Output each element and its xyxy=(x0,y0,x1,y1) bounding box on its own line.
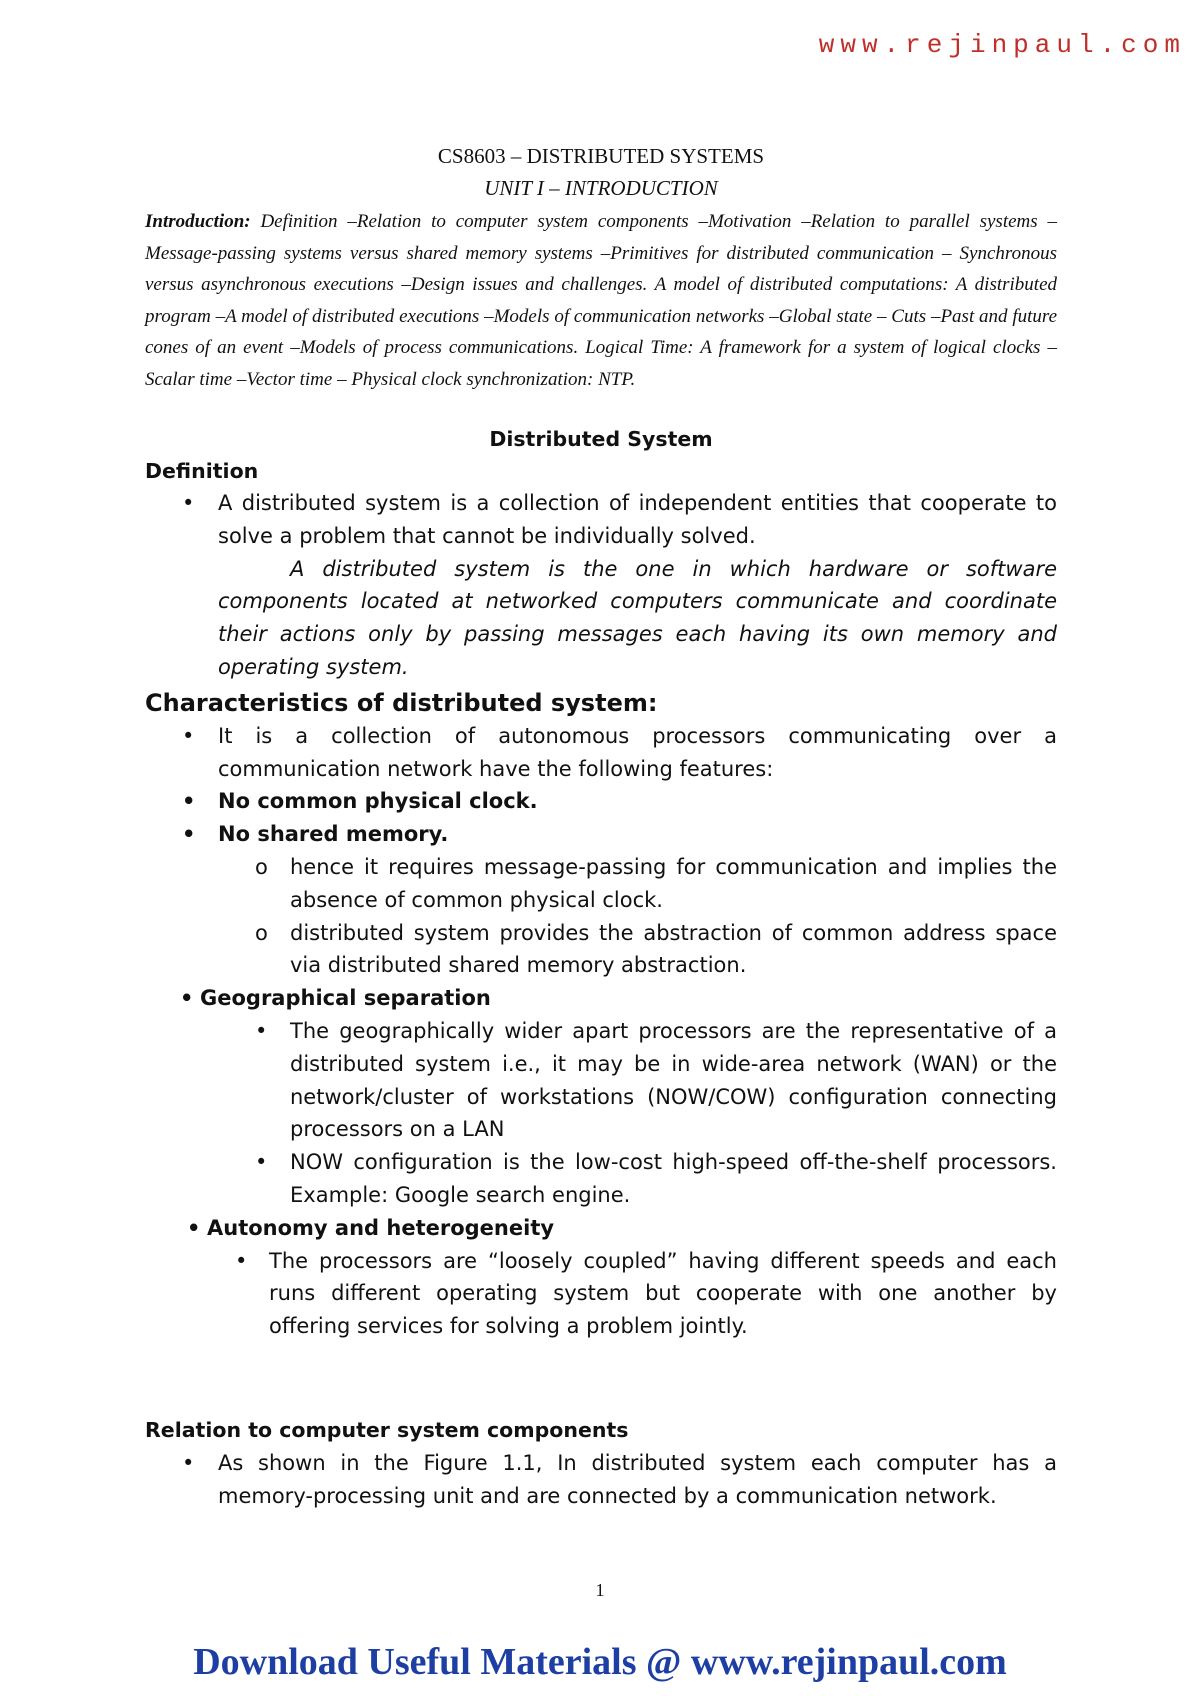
list-item xyxy=(145,1212,1057,1245)
characteristics-list xyxy=(145,720,1057,1343)
list-item-text: No shared memory. xyxy=(218,822,449,847)
definition-list xyxy=(145,487,1057,553)
bullet-icon: • xyxy=(182,1450,195,1475)
intro-text: Definition –Relation to computer system components –Motivation –Relation to parallel systems – Message-passing systems versus shared memory systems –Primitives for distributed communication – Synchronous versus asynchronous executions –Design issues and challenges. A model of distributed computations: A distributed program –A model of distributed executions –Models of communication networks –Global state – Cuts –Past and future cones of an event –Models of process communications. Logical Time: A framework for a system of logical clocks –Scalar time –Vector time – Physical clock synchronization: NTP. xyxy=(145,211,1057,390)
list-item xyxy=(145,785,1057,818)
page-number: 1 xyxy=(595,1580,605,1600)
relation-heading: Relation to computer system components xyxy=(145,1417,629,1442)
list-item xyxy=(145,917,1057,983)
circle-bullet-icon: o xyxy=(255,854,268,879)
list-item xyxy=(145,851,1057,917)
list-item-text: Autonomy and heterogeneity xyxy=(207,1215,555,1240)
bullet-icon: • xyxy=(182,822,196,847)
list-item-text: hence it requires message-passing for communication and implies the absence of common physical clock. xyxy=(290,854,1057,912)
list-item-text: The geographically wider apart processors are the representative of a distributed system i.e., it may be in wide-area network (WAN) or the network/cluster of workstations (NOW/COW) configuration connecting processors on a LAN xyxy=(290,1018,1057,1142)
bullet-icon: • xyxy=(235,1248,248,1273)
intro-label: Introduction: xyxy=(145,211,251,232)
footer-download-link[interactable]: Download Useful Materials @ www.rejinpaul.com xyxy=(193,1641,1007,1683)
definition-heading: Definition xyxy=(145,459,259,483)
list-item xyxy=(145,1015,1057,1146)
list-item-text: NOW configuration is the low-cost high-speed off-the-shelf processors. Example: Google search engine. xyxy=(290,1150,1057,1207)
list-item xyxy=(145,1245,1057,1343)
bullet-icon: • xyxy=(255,1150,268,1175)
bullet-icon: • xyxy=(182,723,195,748)
list-item xyxy=(145,1146,1057,1212)
watermark-url: www.rejinpaul.com xyxy=(818,30,1186,60)
list-item xyxy=(145,818,1057,851)
unit-title: UNIT I – INTRODUCTION xyxy=(484,176,718,200)
definition-text: A distributed system is a collection of independent entities that cooperate to solve a problem that cannot be individually solved. xyxy=(218,491,1057,548)
list-item-text: distributed system provides the abstraction of common address space via distributed shared memory abstraction. xyxy=(290,920,1057,978)
list-item xyxy=(145,720,1057,786)
list-item-text: No common physical clock. xyxy=(218,789,538,814)
list-item-text: The processors are “loosely coupled” having different speeds and each runs different operating system but cooperate with one another by offering services for solving a problem jointly. xyxy=(269,1248,1057,1339)
bullet-icon: • xyxy=(255,1018,268,1043)
circle-bullet-icon: o xyxy=(255,920,268,945)
course-title: CS8603 – DISTRIBUTED SYSTEMS xyxy=(437,144,765,168)
bullet-icon: • xyxy=(187,1215,201,1240)
list-item xyxy=(145,1447,1057,1513)
section-heading-distributed-system: Distributed System xyxy=(489,427,713,451)
document-page xyxy=(145,140,1057,1513)
relation-list xyxy=(145,1447,1057,1513)
list-item xyxy=(145,487,1057,553)
characteristics-heading: Characteristics of distributed system: xyxy=(145,688,658,717)
list-item-text: As shown in the Figure 1.1, In distributed system each computer has a memory-processing unit and are connected by a communication network. xyxy=(218,1450,1057,1508)
bullet-icon: • xyxy=(180,986,194,1011)
list-item-text: It is a collection of autonomous processors communicating over a communication network have the following features: xyxy=(218,723,1057,781)
bullet-icon: • xyxy=(182,789,196,814)
syllabus-intro xyxy=(145,206,1057,395)
list-item-text: Geographical separation xyxy=(200,986,491,1011)
list-item xyxy=(145,982,1057,1015)
definition-italic-text: A distributed system is the one in which hardware or software components located at networked computers communicate and coordinate their actions only by passing messages each having its own memory and operating system. xyxy=(218,556,1057,679)
bullet-icon: • xyxy=(182,491,195,515)
